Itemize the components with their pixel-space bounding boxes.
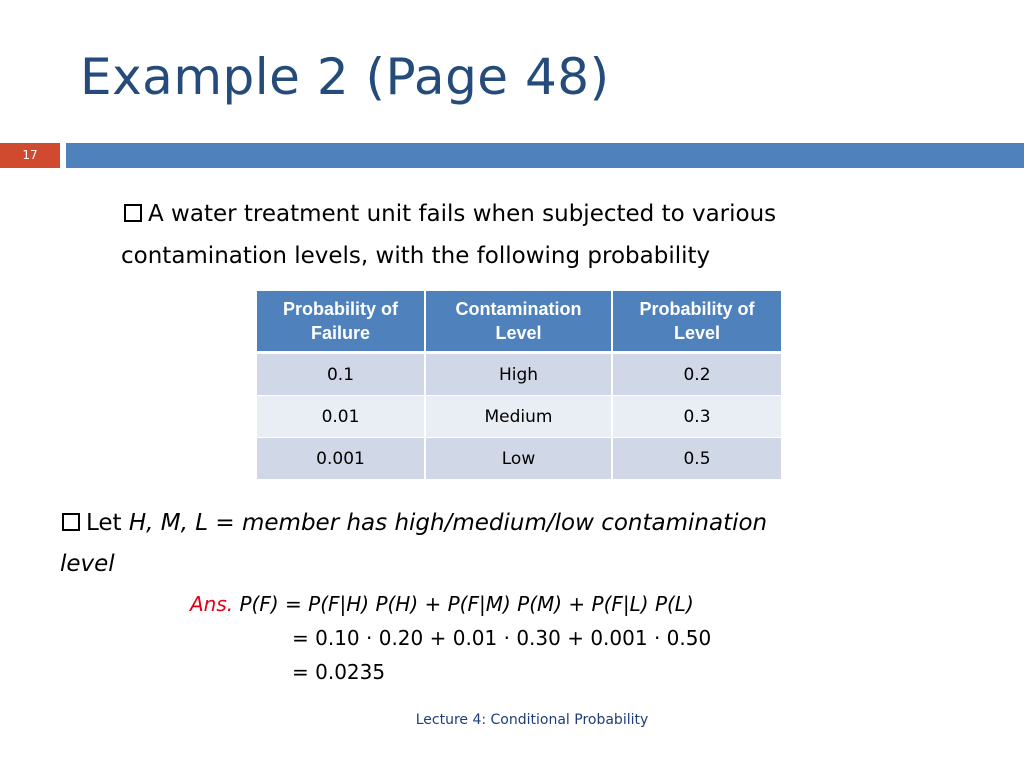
table-cell: High (425, 353, 612, 396)
slide-number: 17 (0, 143, 60, 168)
bullet-1-line-1 (124, 194, 776, 234)
table-cell: 0.01 (257, 396, 425, 438)
bullet-2-lead: Let (86, 510, 129, 536)
header-probability-of-failure: Probability of Failure (257, 291, 425, 353)
bullet-1-line-2: contamination levels, with the following probability (121, 243, 711, 269)
answer-line-2: = 0.10 · 0.20 + 0.01 · 0.30 + 0.001 · 0.50 (292, 626, 712, 650)
table-row (257, 438, 782, 480)
table-cell: Low (425, 438, 612, 480)
table-cell: 0.2 (612, 353, 782, 396)
table-cell: 0.001 (257, 438, 425, 480)
answer-label: Ans. (190, 592, 234, 616)
table-cell: 0.5 (612, 438, 782, 480)
bullet-2-line-2: level (60, 551, 115, 577)
probability-table (257, 291, 783, 480)
answer-line-3: = 0.0235 (292, 660, 386, 684)
header-probability-of-level: Probability of Level (612, 291, 782, 353)
slide-title: Example 2 (Page 48) (80, 48, 610, 106)
bullet-2-eq: = (208, 510, 242, 536)
bullet-1-text-1: A water treatment unit fails when subjected to various (148, 201, 777, 227)
bullet-2-line-1 (62, 503, 767, 543)
checkbox-bullet-icon (124, 204, 142, 222)
answer-expression: P(F) = P(F|H) P(H) + P(F|M) P(M) + P(F|L) P(L) (233, 592, 694, 616)
table-row (257, 353, 782, 396)
bullet-2-vars: H, M, L (128, 510, 209, 536)
header-bar (66, 143, 1024, 168)
header-contamination-level: Contamination Level (425, 291, 612, 353)
table-cell: 0.1 (257, 353, 425, 396)
table-cell: Medium (425, 396, 612, 438)
bullet-2-desc: member has high/medium/low contamination (242, 510, 768, 536)
footer-text: Lecture 4: Conditional Probability (415, 712, 649, 728)
table-row (257, 396, 782, 438)
table-header-row (257, 291, 782, 353)
checkbox-bullet-icon (62, 513, 80, 531)
table-cell: 0.3 (612, 396, 782, 438)
answer-line-1 (190, 592, 694, 616)
